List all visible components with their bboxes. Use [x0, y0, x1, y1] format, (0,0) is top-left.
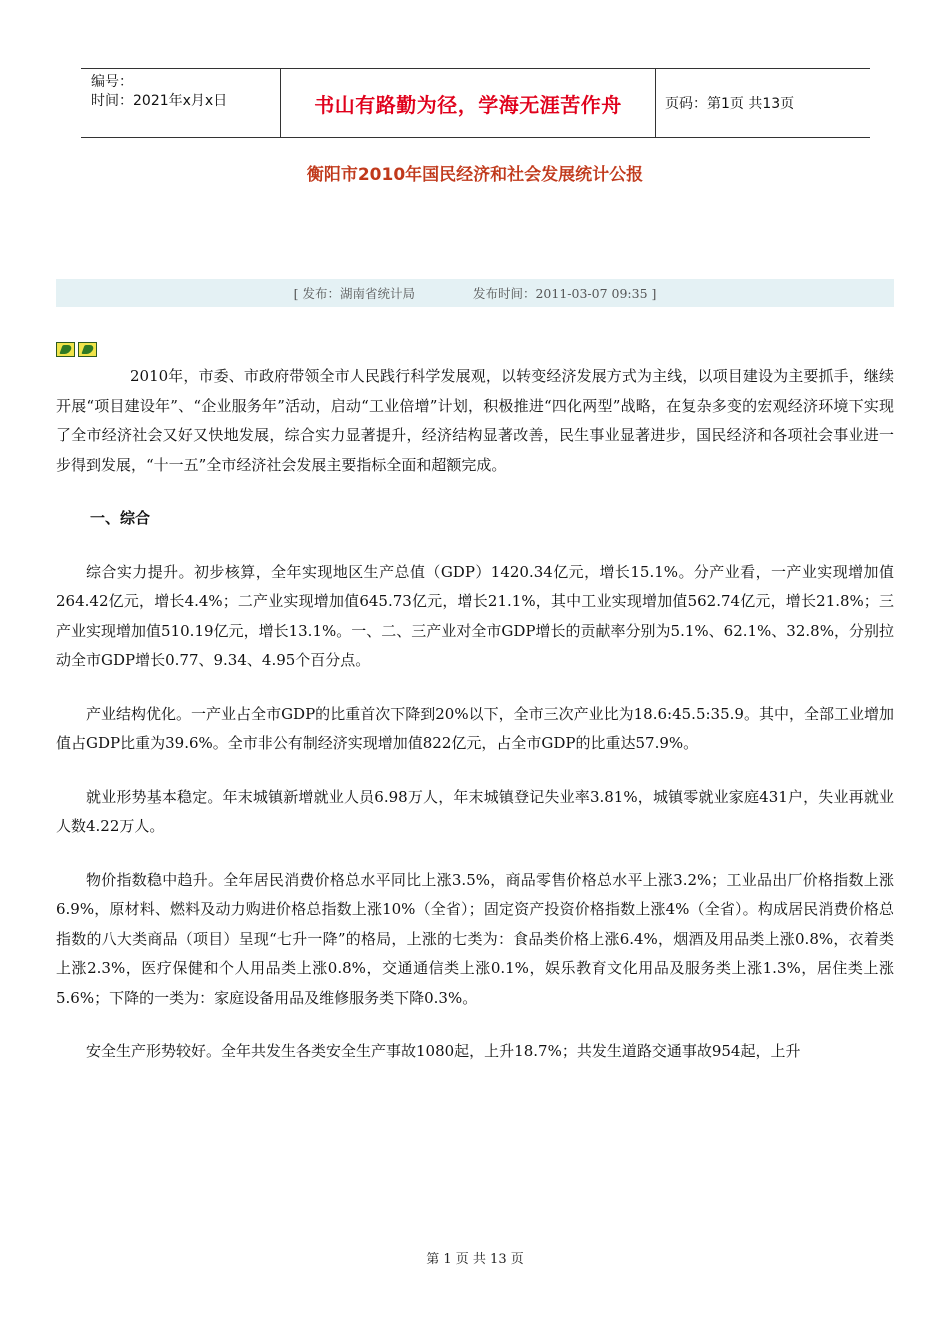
page-info: 页码：第1页 共13页 — [665, 96, 795, 112]
publish-source: [ 发布：湖南省统计局 — [293, 286, 415, 301]
document-title: 衡阳市2010年国民经济和社会发展统计公报 — [306, 165, 644, 185]
code-label: 编号： — [91, 74, 133, 90]
paragraph-gdp: 综合实力提升。初步核算，全年实现地区生产总值（GDP）1420.34亿元，增长15.1%。分产业看，一产业实现增加值264.42亿元，增长4.4%；二产业实现增加值645.73亿元，增长21.1%，其中工业实现增加值562.74亿元，增长21.8%；三产业实现增加值510.19亿元，增长13.1%。一、二、三产业对全市GDP增长的贡献率分别为5.1%、62.1%、32.8%，分别拉动全市GDP增长0.77、9.34、4.95个百分点。 — [56, 562, 894, 669]
header-table — [81, 68, 870, 138]
close-icon[interactable] — [78, 342, 97, 357]
paragraph-safety: 安全生产形势较好。全年共发生各类安全生产事故1080起，上升18.7%；共发生道路交通事故954起，上升 — [86, 1042, 801, 1060]
article-body — [56, 362, 894, 1067]
header-meta-cell — [81, 69, 281, 137]
intro-paragraph: 2010年，市委、市政府带领全市人民践行科学发展观，以转变经济发展方式为主线，以项目建设为主要抓手，继续开展“项目建设年”、“企业服务年”活动，启动“工业倍增”计划，积极推进“四化两型”战略，在复杂多变的宏观经济环境下实现了全市经济社会又好又快地发展，综合实力显著提升，经济结构显著改善，民生事业显著进步，国民经济和各项社会事业进一步得到发展，“十一五”全市经济社会发展主要指标全面和超额完成。 — [56, 367, 894, 474]
publish-info-bar — [56, 279, 894, 307]
header-motto-cell — [281, 69, 656, 137]
time-label: 时间：2021年x月x日 — [91, 93, 228, 109]
paragraph-prices: 物价指数稳中趋升。全年居民消费价格总水平同比上涨3.5%，商品零售价格总水平上涨3.2%；工业品出厂价格指数上涨6.9%，原材料、燃料及动力购进价格总指数上涨10%（全省）；固定资产投资价格指数上涨4%（全省）。构成居民消费价格总指数的八大类商品（项目）呈现“七升一降”的格局，上涨的七类为：食品类价格上涨6.4%，烟酒及用品类上涨0.8%，衣着类上涨2.3%，医疗保健和个人用品类上涨0.8%，交通通信类上涨0.1%，娱乐教育文化用品及服务类上涨1.3%，居住类上涨5.6%；下降的一类为：家庭设备用品及维修服务类下降0.3%。 — [56, 870, 894, 1007]
section-heading: 一、综合 — [90, 509, 151, 527]
toolbar-icons — [56, 342, 97, 357]
publish-time: 发布时间：2011-03-07 09:35 ] — [472, 286, 657, 301]
paragraph-employment: 就业形势基本稳定。年末城镇新增就业人员6.98万人，年末城镇登记失业率3.81%，城镇零就业家庭431户，失业再就业人数4.22万人。 — [56, 787, 894, 835]
page-footer: 第 1 页 共 13 页 — [426, 1252, 524, 1267]
paragraph-structure: 产业结构优化。一产业占全市GDP的比重首次下降到20%以下，全市三次产业比为18.6:45.5:35.9。其中，全部工业增加值占GDP比重为39.6%。全市非公有制经济实现增加值822亿元，占全市GDP的比重达57.9%。 — [56, 704, 894, 752]
header-page-cell — [656, 69, 870, 137]
motto: 书山有路勤为径，学海无涯苦作舟 — [314, 92, 622, 117]
print-icon[interactable] — [56, 342, 75, 357]
